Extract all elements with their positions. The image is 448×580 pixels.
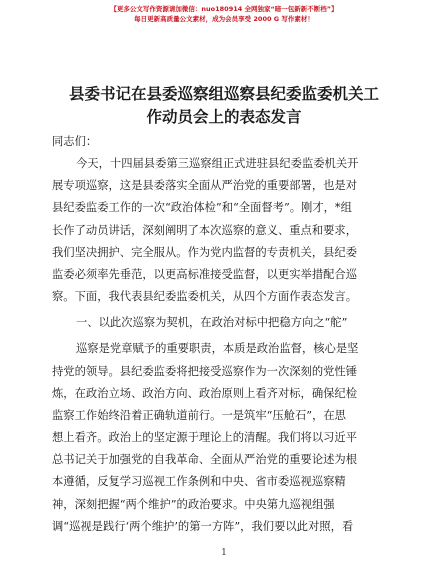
- paragraph-line: 察。下面，我代表县纪委监委机关，从四个方面作表态发言。: [52, 290, 358, 304]
- paragraph-line: 展专项巡察，这是县委落实全面从严治党的重要部署，也是对: [52, 179, 358, 193]
- paragraph-line: 总书记关于加强党的自我革命、全面从严治党的重要论述为根: [52, 453, 358, 467]
- document-title: [40, 83, 408, 129]
- page-number: 1: [221, 548, 227, 558]
- title-line-2: 作动员会上的表态发言: [146, 108, 302, 126]
- paragraph-line: 县纪委监委工作的一次“政治体检”和“全面督考”。刚才，*组: [52, 201, 352, 215]
- paragraph-line: 长作了动员讲话，深刻阐明了本次巡察的意义、重点和要求，: [52, 223, 358, 237]
- paragraph-section-1: [52, 338, 404, 537]
- promo-banner-line-1: 【更多公文写作资源请加微信：nuo180914 全网独家“暗一包新新不断档”】: [110, 5, 338, 13]
- paragraph-line: 本遵循，反复学习巡视工作条例和中央、省市委巡视巡察精: [52, 475, 346, 489]
- paragraph-line: 炼，在政治立场、政治方向、政治原则上看齐对标，确保纪检: [52, 386, 358, 400]
- document-body: [52, 131, 404, 538]
- promo-banner: [0, 4, 448, 24]
- paragraph-line: 监察工作始终沿着正确轨道前行。一是筑牢“压舱石”，在思: [52, 408, 346, 422]
- title-line-1: 县委书记在县委巡察组巡察县纪委监委机关工: [68, 85, 379, 103]
- paragraph-line: 调“巡视是践行‘两个维护’的第一方阵”，我们要以此对照，看: [52, 519, 354, 533]
- paragraph-line: 我们坚决拥护、完全服从。作为党内监督的专责机关，县纪委: [52, 245, 358, 259]
- paragraph-line: 持党的领导。县纪委监委将把接受巡察作为一次深刻的党性锤: [52, 364, 358, 378]
- paragraph-line: 监委必须率先垂范，以更高标准接受监督，以更实举措配合巡: [52, 267, 358, 281]
- section-heading-1: 一、以此次巡察为契机，在政治对标中把稳方向之“舵”: [76, 316, 348, 330]
- paragraph-line: 今天，十四届县委第三巡察组正式进驻县纪委监委机关开: [76, 157, 359, 171]
- salutation: 同志们：: [52, 135, 98, 148]
- paragraph-line: 巡察是党章赋予的重要职责，本质是政治监督，核心是坚: [76, 342, 359, 356]
- promo-banner-line-2: 每日更新高质量公文素材，成为会员享受 2000 G 写作素材！: [134, 15, 314, 23]
- paragraph-line: 神，深刻把握“两个维护”的政治要求。中央第九巡视组强: [52, 497, 335, 511]
- paragraph-line: 想上看齐。政治上的坚定源于理论上的清醒。我们将以习近平: [52, 431, 358, 445]
- paragraph-intro: [52, 153, 404, 308]
